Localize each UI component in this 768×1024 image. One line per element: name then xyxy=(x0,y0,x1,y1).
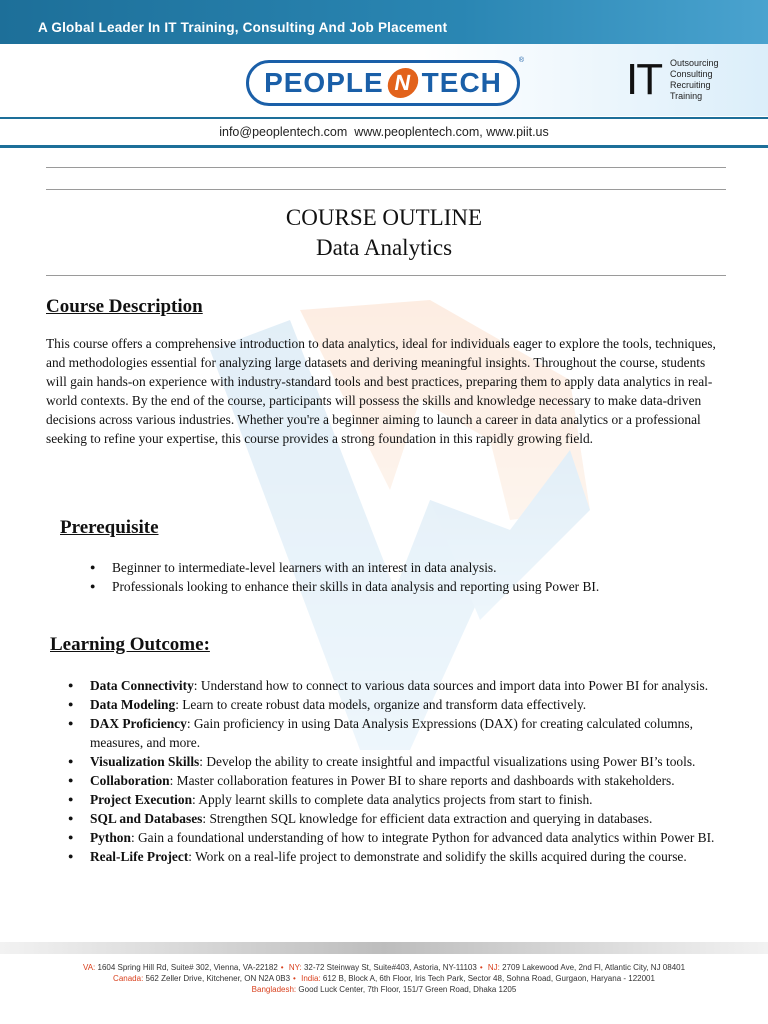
footer-separator-icon: • xyxy=(280,963,284,972)
outcome-text: : Gain proficiency in using Data Analysis Expressions (DAX) for creating calculated columns, measures, and more. xyxy=(90,716,693,750)
page-title: COURSE OUTLINE xyxy=(285,205,483,230)
footer-separator-icon: • xyxy=(479,963,483,972)
footer-location-label: NJ: xyxy=(487,963,500,972)
outcome-text: : Master collaboration features in Power BI to share reports and dashboards with stakeholders. xyxy=(169,773,675,788)
outcome-term: Python xyxy=(90,830,131,845)
it-service-item: Recruiting xyxy=(670,80,711,90)
outcome-text: : Gain a foundational understanding of how to integrate Python for advanced data analytics within Power BI. xyxy=(130,830,715,845)
it-logo-mark: IT xyxy=(626,55,662,104)
list-item: ● Professionals looking to enhance their skills in data analysis and reporting using Power BI. xyxy=(90,577,730,596)
prerequisite-list xyxy=(90,558,730,596)
header-tagline: A Global Leader In IT Training, Consulting And Job Placement xyxy=(38,20,448,35)
learning-outcome-list xyxy=(68,676,718,866)
list-item xyxy=(68,809,718,828)
list-item xyxy=(68,676,718,695)
page-subtitle: Data Analytics xyxy=(315,235,453,260)
logo-registered-mark: ® xyxy=(518,57,525,64)
footer-addresses xyxy=(0,962,768,995)
contact-band xyxy=(0,117,768,148)
outcome-text: : Apply learnt skills to complete data analytics projects from start to finish. xyxy=(192,792,593,807)
list-item xyxy=(68,695,718,714)
list-item xyxy=(68,828,718,847)
outcome-text: : Strengthen SQL knowledge for efficient data extraction and querying in databases. xyxy=(202,811,653,826)
divider-rule xyxy=(46,189,726,190)
footer-line xyxy=(0,984,768,995)
logo-text-left: PEOPLE xyxy=(264,67,384,98)
outcome-term: Collaboration xyxy=(90,773,170,788)
outcome-term: Data Modeling xyxy=(90,697,176,712)
footer-location-label: Bangladesh: xyxy=(251,985,297,994)
list-item xyxy=(68,790,718,809)
outcome-text: : Understand how to connect to various data sources and import data into Power BI for analysis. xyxy=(193,678,709,693)
it-service-item: Outsourcing xyxy=(670,58,719,68)
outcome-term: SQL and Databases xyxy=(90,811,203,826)
contact-info: info@peoplentech.com www.peoplentech.com, www.piit.us xyxy=(219,125,549,139)
footer-line xyxy=(0,973,768,984)
prerequisite-heading: Prerequisite xyxy=(60,517,159,538)
footer-location-label: Canada: xyxy=(113,974,144,983)
list-item: ● Beginner to intermediate-level learners with an interest in data analysis. xyxy=(90,558,730,577)
outcome-text: : Learn to create robust data models, organize and transform data effectively. xyxy=(175,697,587,712)
list-item xyxy=(68,771,718,790)
learning-outcome-heading: Learning Outcome: xyxy=(50,634,210,655)
footer-address: 32-72 Steinway St, Suite#403, Astoria, NY-11103 xyxy=(303,963,477,972)
outcome-term: DAX Proficiency xyxy=(90,716,187,731)
outcome-text: : Work on a real-life project to demonstrate and solidify the skills acquired during the course. xyxy=(188,849,687,864)
outcome-term: Real-Life Project xyxy=(90,849,189,864)
footer-address: Good Luck Center, 7th Floor, 151/7 Green Road, Dhaka 1205 xyxy=(298,985,517,994)
logo-text-right: TECH xyxy=(421,67,502,98)
list-item xyxy=(68,714,718,752)
it-services-list xyxy=(670,58,719,102)
list-item xyxy=(68,847,718,866)
footer-location-label: VA: xyxy=(82,963,96,972)
divider-rule xyxy=(46,275,726,276)
outcome-term: Project Execution xyxy=(90,792,193,807)
course-description-heading: Course Description xyxy=(46,296,203,317)
footer-line xyxy=(0,962,768,973)
footer-address: 562 Zeller Drive, Kitchener, ON N2A 0B3 xyxy=(145,974,291,983)
logo-n-mark-icon: N xyxy=(385,68,420,98)
top-banner xyxy=(0,0,768,44)
footer-address: 612 B, Block A, 6th Floor, Iris Tech Park, Sector 48, Sohna Road, Gurgaon, Haryana - 122001 xyxy=(322,974,655,983)
outcome-text: : Develop the ability to create insightful and impactful visualizations using Power BI’s tools. xyxy=(199,754,696,769)
footer-address: 1604 Spring Hill Rd, Suite# 302, Vienna, VA-22182 xyxy=(97,963,278,972)
footer-address: 2709 Lakewood Ave, 2nd Fl, Atlantic City, NJ 08401 xyxy=(502,963,686,972)
outcome-term: Data Connectivity xyxy=(90,678,194,693)
course-description-text: This course offers a comprehensive introduction to data analytics, ideal for individuals eager to explore the tools, techniques, and methodologies essential for analyzing large datasets and deriving meaningful insights. Throughout the course, students will gain hands-on experience with industry-standard tools and best practices, preparing them to apply data analytics in real-world contexts. By the end of the course, participants will possess the skills and knowledge necessary to make data-driven decisions across various industries. Whether you're a beginner aiming to launch a career in data analytics or a professional seeking to refine your expertise, this course provides a strong foundation in this rapidly growing field. xyxy=(46,336,716,446)
footer-separator-icon: • xyxy=(293,974,296,983)
outcome-term: Visualization Skills xyxy=(90,754,200,769)
footer-location-label: NY: xyxy=(288,963,302,972)
list-item xyxy=(68,752,718,771)
footer-location-label: India: xyxy=(301,974,321,983)
it-service-item: Training xyxy=(670,91,703,101)
divider-rule xyxy=(46,167,726,168)
it-service-item: Consulting xyxy=(670,69,713,79)
footer-bar xyxy=(0,942,768,954)
peoplentech-logo xyxy=(246,57,525,106)
